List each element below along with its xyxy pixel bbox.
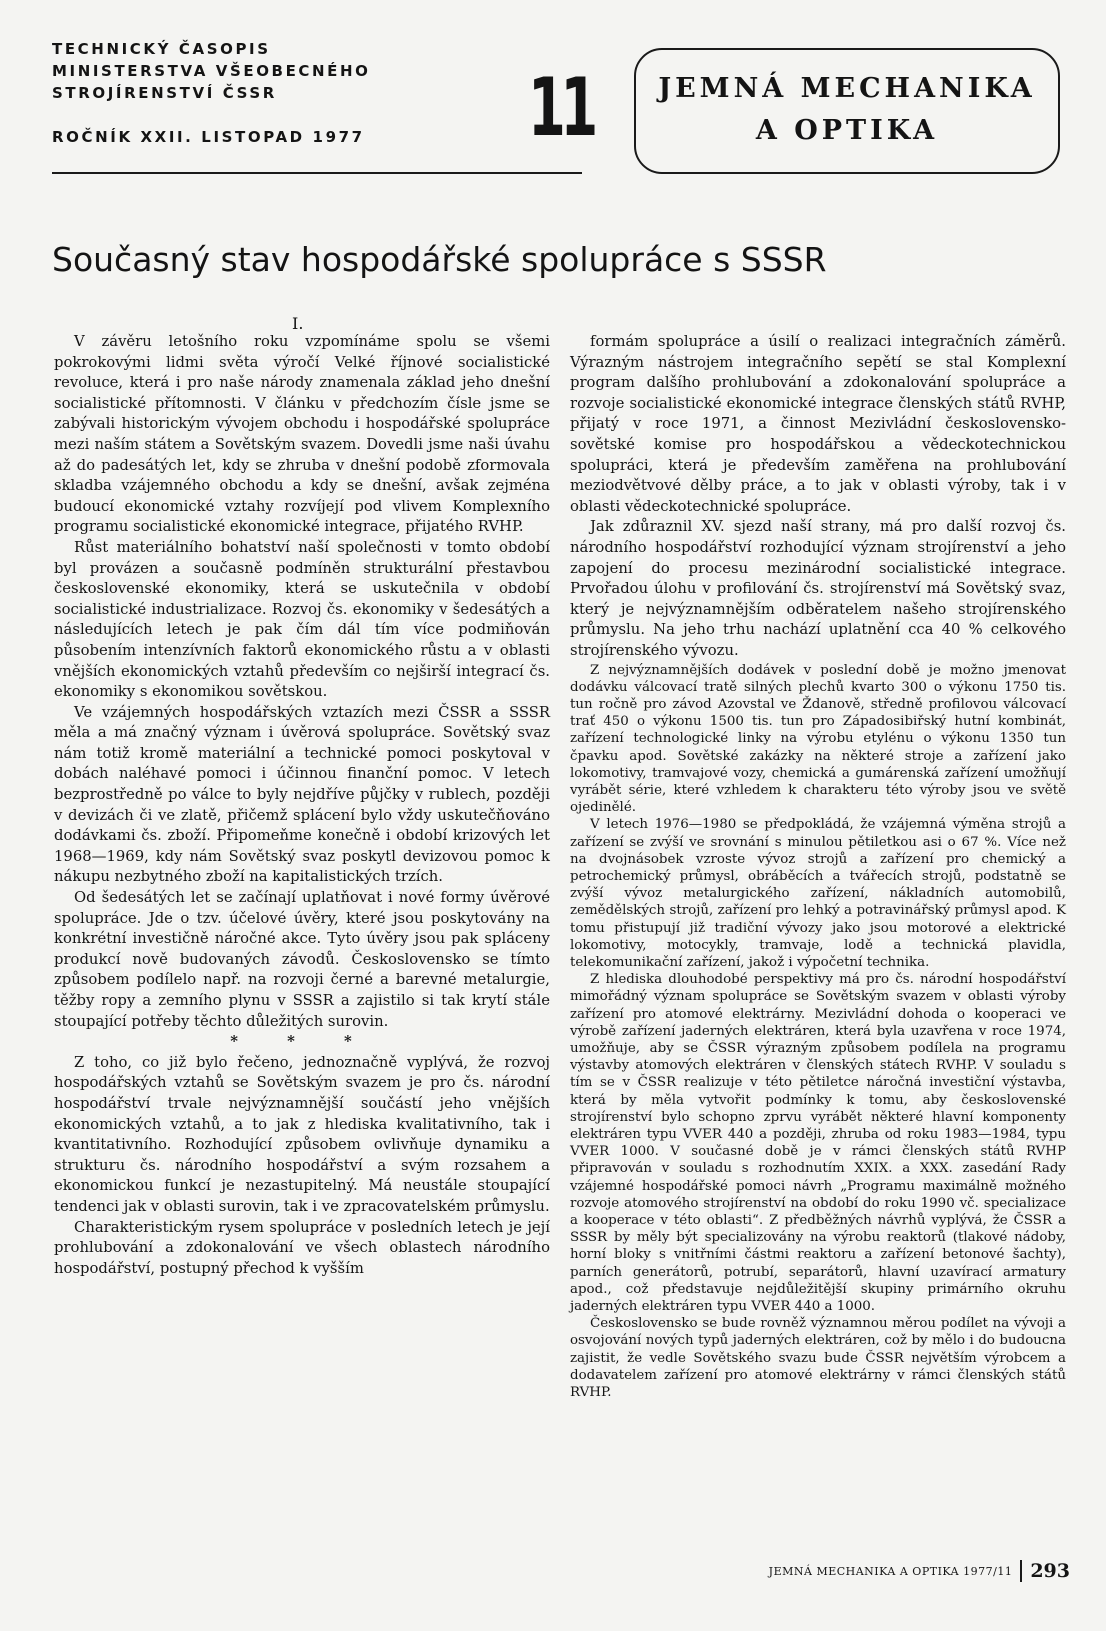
- left-column: [54, 332, 550, 1279]
- paragraph: Z nejvýznamnějších dodávek v poslední době je možno jmenovat dodávku válcovací tratě silných plechů kvarto 300 o výkonu 1750 tis. tun ročně pro závod Azovstal ve Ždanově, středně profilovou válcovací trať 450 o výkonu 1500 tis. tun pro Západosibiřský hutní kombinát, zařízení technologické linky na výrobu etylénu o výkonu 1350 tun čpavku apod. Sovětské zakázky na některé stroje a zařízení jako lokomotivy, tramvajové vozy, chemická a gumárenská zařízení umožňují vyrábět série, které vzhledem k charakteru této výroby jsou ve světě ojedinělé.: [570, 662, 1066, 816]
- journal-title-line-1: JEMNÁ MECHANIKA: [658, 73, 1036, 104]
- footer-separator: [1020, 1560, 1022, 1582]
- journal-title-line-2: A OPTIKA: [755, 115, 939, 146]
- paragraph: Z hlediska dlouhodobé perspektivy má pro čs. národní hospodářství mimořádný význam spolupráce se Sovětským svazem v oblasti výroby zařízení pro atomové elektrárny. Mezivládní dohoda o kooperaci ve výrobě zařízení jaderných elektráren, která byla uzavřena v roce 1974, umožňuje, aby se ČSSR výrazným způsobem podílela na programu výstavby atomových elektráren v členských státech RVHP. V souladu s tím se v ČSSR realizuje v této pětiletce náročná investiční výstavba, která by měla vytvořit podmínky k tomu, aby československé strojírenství bylo schopno zprvu vyrábět některé hlavní komponenty elektráren typu VVER 440 a později, zhruba od roku 1983—1984, typu VVER 1000. V současné době je v rámci členských států RVHP připravován v souladu s rozhodnutím XXIX. a XXX. zasedání Rady vzájemné hospodářské pomoci návrh „Programu maximálně možného rozvoje atomového strojírenství na období do roku 1990 vč. specializace a kooperace v této oblasti“. Z předběžných návrhů vyplývá, že ČSSR a SSSR by měly být specializovány na výrobu reaktorů (tlakové nádoby, horní bloky s vnitřními částmi reaktoru a zařízení betonové šachty), parních generátorů, potrubí, separátorů, hlavní uzavírací armatury apod., což představuje nejdůležitější skupiny primárního okruhu jaderných elektráren typu VVER 440 a 1000.: [570, 972, 1066, 1315]
- article-title: Současný stav hospodářské spolupráce s SSSR: [52, 240, 827, 279]
- paragraph: Charakteristickým rysem spolupráce v posledních letech je její prohlubování a zdokonalování ve všech oblastech národního hospodářství, postupný přechod k vyšším: [54, 1218, 550, 1277]
- small-print-section: [570, 662, 1066, 1402]
- volume-and-date: ROČNÍK XXII. LISTOPAD 1977: [52, 128, 365, 146]
- masthead-rule: [52, 172, 582, 174]
- paragraph: Jak zdůraznil XV. sjezd naší strany, má pro další rozvoj čs. národního hospodářství rozhodující význam strojírenství a jeho zapojení do procesu mezinárodní socialistické integrace. Prvořadou úlohu v profilování čs. strojírenství má Sovětský svaz, který je nejvýznamnějším odběratelem našeho strojírenského průmyslu. Na jeho trhu nachází uplatnění cca 40 % celkového strojírenského vývozu.: [570, 518, 1066, 659]
- paragraph: V letech 1976—1980 se předpokládá, že vzájemná výměna strojů a zařízení se zvýší ve srovnání s minulou pětiletkou asi o 67 %. Více než na dvojnásobek vzroste vývoz strojů a zařízení pro chemický a petrochemický průmysl, obráběcích a tvářecích strojů, podstatně se zvýší vývoz metalurgického zařízení, nákladních automobilů, zemědělských strojů, zařízení pro lehký a potravinářský průmysl apod. K tomu přistupují již tradiční vývozy jako jsou motorové a elektrické lokomotivy, motocykly, tramvaje, lodě a technická plavidla, telekomunikační zařízení, jakož i výpočetní technika.: [570, 817, 1066, 970]
- section-number: I.: [292, 314, 304, 333]
- paragraph: Růst materiálního bohatství naší společnosti v tomto období byl provázen a současně podmíněn strukturální přestavbou československé ekonomiky, která se uskutečnila v období socialistické industrializace. Rozvoj čs. ekonomiky v šedesátých a následujících letech je pak čím dál tím více podmiňován působením intenzívních faktorů ekonomického růstu a v oblasti vnějších ekonomických vztahů především co nejširší integrací čs. ekonomiky s ekonomikou sovětskou.: [54, 538, 550, 701]
- publisher-line-3: STROJÍRENSTVÍ ČSSR: [52, 84, 277, 102]
- paragraph: V závěru letošního roku vzpomínáme spolu se všemi pokrokovými lidmi světa výročí Velké říjnové socialistické revoluce, která i pro naše národy znamenala základ jeho dnešní socialistické přítomnosti. V článku v předchozím čísle jsme se zabývali historickým vývojem obchodu i hospodářské spolupráce mezi naším státem a Sovětským svazem. Dovedli jsme naši úvahu až do padesátých let, kdy se zhruba v dnešní podobě zformovala skladba vzájemného obchodu a kdy se dnešní, avšak zejména budoucí ekonomické vztahy rozvíjejí pod vlivem Komplexního programu socialistické ekonomické integrace, přijatého RVHP.: [54, 333, 550, 536]
- publisher-line-2: MINISTERSTVA VŠEOBECNÉHO: [52, 62, 371, 80]
- paragraph: formám spolupráce a úsilí o realizaci integračních záměrů. Výrazným nástrojem integračního sepětí se stal Komplexní program dalšího prohlubování a zdokonalování spolupráce a rozvoje socialistické ekonomické integrace členských států RVHP, přijatý v roce 1971, a činnost Mezivládní československo-sovětské komise pro hospodářskou a vědeckotechnickou spolupráci, která je především zaměřena na prohlubování meziodvětvové dělby práce, a to jak v oblasti výroby, tak i v oblasti vědeckotechnické spolupráce.: [570, 333, 1066, 515]
- paragraph: Z toho, co již bylo řečeno, jednoznačně vyplývá, že rozvoj hospodářských vztahů se Sovětským svazem je pro čs. národní hospodářství trvale nejvýznamnější součástí jeho vnějších ekonomických vztahů, a to jak z hlediska kvalitativního, tak i kvantitativního. Rozhodující způsobem ovlivňuje dynamiku a strukturu čs. národního hospodářství a svým rozsahem a ekonomickou funkcí je nezastupitelný. Má neustále stoupající tendenci jak v oblasti surovin, tak i ve zpracovatelském průmyslu.: [54, 1053, 550, 1215]
- paragraph: Od šedesátých let se začínají uplatňovat i nové formy úvěrové spolupráce. Jde o tzv. účelové úvěry, které jsou poskytovány na konkrétní investičně náročné akce. Tyto úvěry jsou pak spláceny produkcí nově budovaných závodů. Československo se tímto způsobem podílelo např. na rozvoji černé a barevné metalurgie, těžby ropy a zemního plynu v SSSR a zajistilo si tak krytí stále stoupající potřeby těchto důležitých surovin.: [54, 889, 550, 1030]
- publisher-block: [52, 38, 371, 148]
- issue-number: 11: [528, 61, 593, 154]
- page-number: 293: [1030, 1560, 1070, 1582]
- publisher-line-1: TECHNICKÝ ČASOPIS: [52, 40, 271, 58]
- footer-journal-name: JEMNÁ MECHANIKA A OPTIKA 1977/11: [768, 1564, 1013, 1578]
- paragraph: Československo se bude rovněž významnou měrou podílet na vývoji a osvojování nových typů jaderných elektráren, což by mělo i do budoucna zajistit, že vedle Sovětského svazu bude ČSSR největším výrobcem a dodavatelem zařízení pro atomové elektrárny v rámci členských států RVHP.: [570, 1316, 1066, 1401]
- section-divider-stars: * * *: [230, 1033, 374, 1051]
- right-column: [570, 332, 1066, 1401]
- journal-title-box: [634, 48, 1060, 174]
- paragraph: Ve vzájemných hospodářských vztazích mezi ČSSR a SSSR měla a má značný význam i úvěrová spolupráce. Sovětský svaz nám totiž kromě materiální a technické pomoci poskytoval v dobách naléhavé pomoci i účinnou finanční pomoc. V letech bezprostředně po válce to byly nejdříve půjčky v rublech, později v devizách či ve zlatě, přičemž splácení bylo vždy uskutečňováno dodávkami čs. zboží. Připomeňme konečně i období krizových let 1968—1969, kdy nám Sovětský svaz poskytl devizovou pomoc k nákupu nezbytného zboží na kapitalistických trzích.: [54, 703, 550, 886]
- page-footer: [769, 1560, 1070, 1582]
